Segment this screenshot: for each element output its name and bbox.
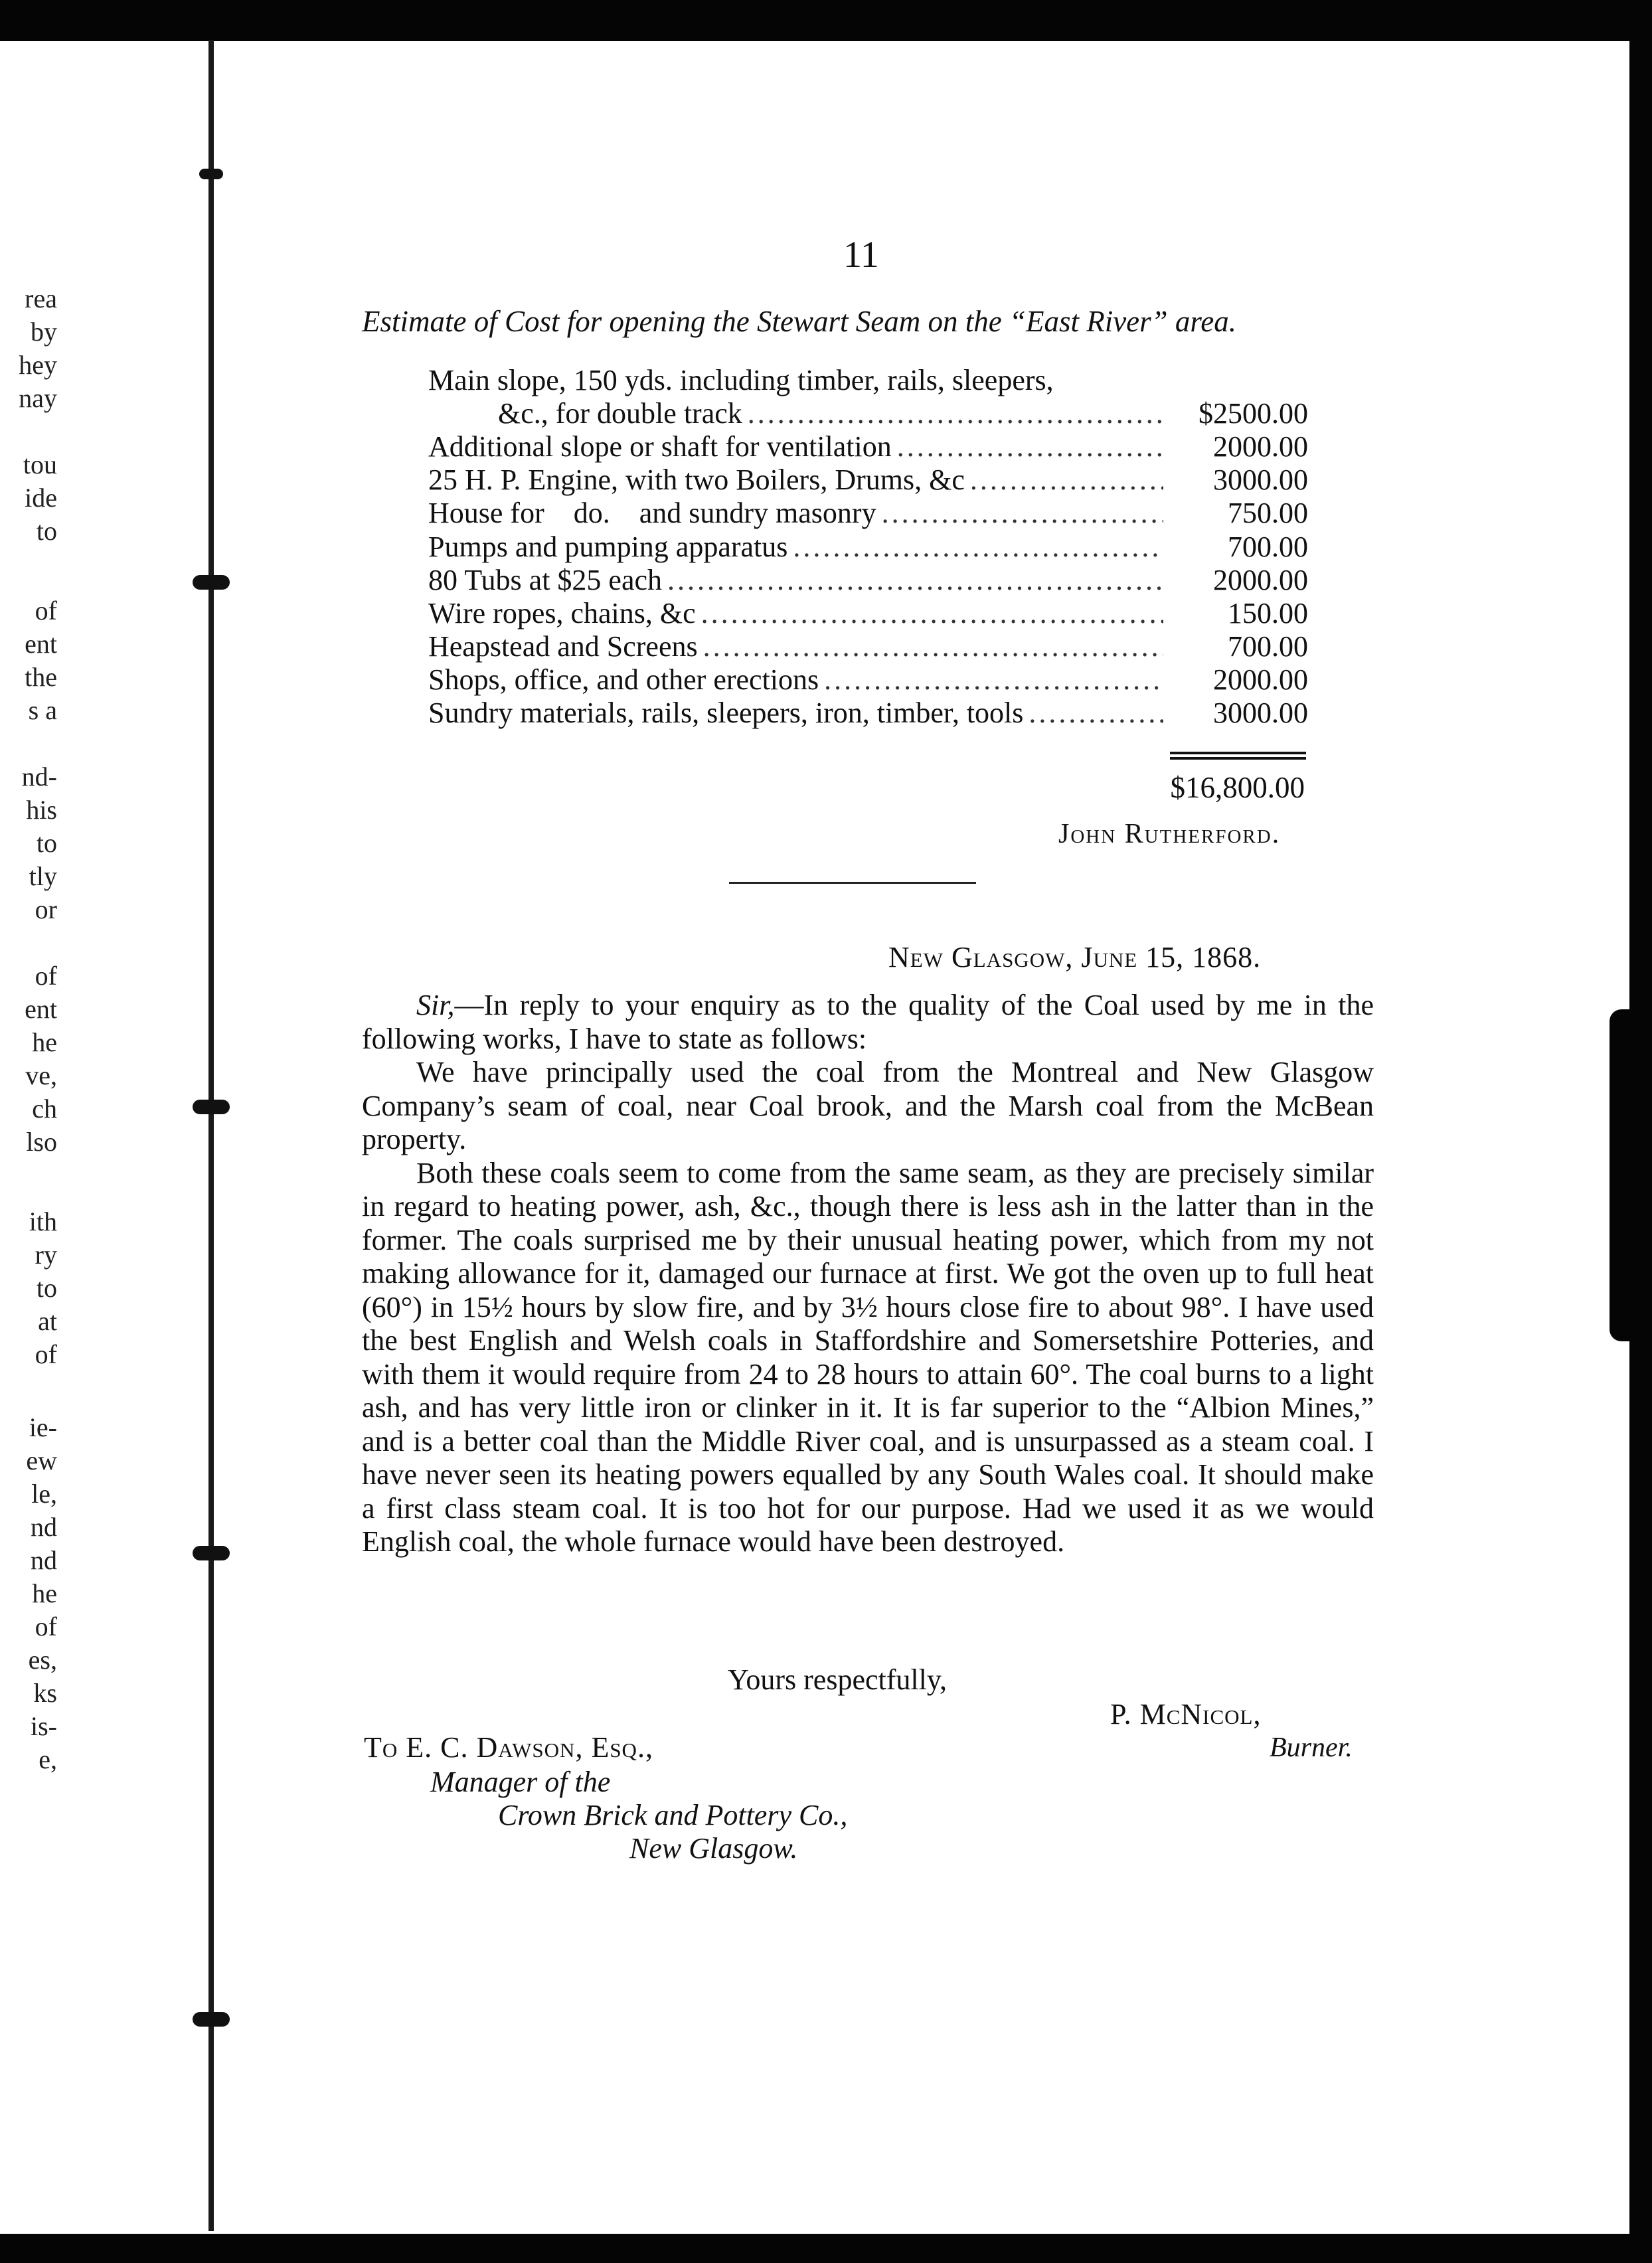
estimate-item-label: Wire ropes, chains, &c [428, 597, 696, 629]
adjacent-page-fragment: nd- [21, 762, 57, 792]
estimate-row [428, 531, 1308, 564]
estimate-row [428, 564, 1308, 597]
addressee-company: Crown Brick and Pottery Co., [498, 1799, 848, 1831]
estimate-item-label: Additional slope or shaft for ventilation [428, 430, 892, 463]
estimate-item-amount: 3000.00 [1213, 697, 1308, 729]
adjacent-page-fragment: es, [28, 1645, 57, 1675]
adjacent-page-fragment: ch [32, 1094, 57, 1124]
adjacent-page-fragment: rea [25, 284, 57, 313]
adjacent-page-fragment: of [35, 596, 57, 626]
estimate-row [498, 397, 1308, 430]
estimate-signer: John Rutherford. [1058, 819, 1281, 849]
estimate-row [428, 497, 1308, 530]
adjacent-page-fragment: he [32, 1027, 57, 1057]
estimate-title: Estimate of Cost for opening the Stewart Seam on the “East River” area. [362, 305, 1236, 338]
adjacent-page-fragment: hey [19, 350, 57, 380]
adjacent-page-fragment: or [35, 894, 57, 924]
adjacent-page-fragment: of [35, 1339, 57, 1369]
letter-signer-role: Burner. [1270, 1732, 1353, 1763]
estimate-item-amount: 2000.00 [1213, 663, 1308, 696]
dot-leader [748, 397, 1163, 430]
estimate-item-amount: 700.00 [1228, 630, 1308, 663]
sum-rule [1170, 757, 1306, 760]
adjacent-page-fragment: his [26, 795, 57, 825]
binding-stitch-line [208, 40, 214, 2231]
estimate-item-amount: 700.00 [1228, 531, 1308, 563]
adjacent-page-fragment: ry [35, 1240, 57, 1270]
scan-border-right-notch [1610, 1009, 1633, 1341]
estimate-item-amount: 2000.00 [1213, 564, 1308, 596]
estimate-row [428, 697, 1308, 730]
estimate-row [428, 663, 1308, 697]
letter-paragraph: Both these coals seem to come from the same seam, as they are precisely similar in regard to heating power, ash, &c., though there is less ash in the latter than in the former. The coals surprised me by their unusual heating power, which from my not making allowance for it, damaged our furnace at first. We got the oven up to full heat (60°) in 15½ hours by slow fire, and by 3½ hours close fire to about 98°. I have used the best English and Welsh coals in Staffordshire and Somersetshire Potteries, and with them it would require from 24 to 28 hours to attain 60°. The coal burns to a light ash, and has very little iron or clinker in it. It is far superior to the “Albion Mines,” and is a better coal than the Middle River coal, and is unsurpassed as a steam coal. I have never seen its heating powers equalled by any South Wales coal. It should make a first class steam coal. It is too hot for our purpose. Had we used it as we would English coal, the whole furnace would have been destroyed. [362, 1156, 1374, 1558]
addressee-place: New Glasgow. [629, 1832, 798, 1865]
estimate-row [428, 597, 1308, 630]
adjacent-page-fragment: ide [25, 483, 57, 513]
estimate-row [428, 463, 1308, 497]
adjacent-page-fragment: of [35, 1612, 57, 1641]
binding-knot [193, 1100, 230, 1114]
adjacent-page-fragment: of [35, 961, 57, 991]
dot-leader [703, 630, 1163, 663]
estimate-item-label: Heapstead and Screens [428, 630, 698, 663]
estimate-item-label: &c., for double track [498, 397, 742, 430]
dot-leader [970, 463, 1163, 497]
estimate-item-label: Sundry materials, rails, sleepers, iron, timber, tools [428, 697, 1024, 729]
binding-knot [199, 169, 223, 179]
estimate-item-label: Shops, office, and other erections [428, 663, 819, 696]
estimate-item-label: 80 Tubs at $25 each [428, 564, 662, 596]
dot-leader [824, 663, 1163, 697]
adjacent-page-fragment: tou [23, 450, 57, 479]
adjacent-page-fragment: is- [31, 1711, 57, 1741]
dot-leader [701, 597, 1163, 630]
estimate-item-amount: 150.00 [1228, 597, 1308, 629]
letter-dateline: New Glasgow, June 15, 1868. [888, 941, 1262, 973]
adjacent-page-fragment: he [32, 1578, 57, 1608]
adjacent-page-fragment: to [36, 1273, 57, 1303]
adjacent-page-fragment: nd [31, 1545, 57, 1575]
section-divider [729, 882, 976, 884]
dot-leader [793, 531, 1163, 564]
letter-signer: P. McNicol, [1110, 1698, 1262, 1730]
adjacent-page-fragment: le, [31, 1479, 57, 1509]
dot-leader [882, 497, 1163, 530]
estimate-item-amount: 2000.00 [1213, 430, 1308, 463]
estimate-item-label: House for do. and sundry masonry [428, 497, 876, 529]
estimate-row [428, 630, 1308, 663]
adjacent-page-fragment: nay [19, 383, 57, 413]
estimate-item-amount: 750.00 [1228, 497, 1308, 529]
estimate-item-label: Pumps and pumping apparatus [428, 531, 788, 563]
adjacent-page-fragment: ith [29, 1207, 57, 1236]
addressee-title: Manager of the [430, 1766, 611, 1798]
dot-leader [897, 430, 1163, 463]
binding-knot [193, 575, 230, 590]
letter-paragraph [362, 989, 1374, 1056]
letter-closing: Yours respectfully, [728, 1663, 947, 1696]
adjacent-page-fragment: nd [31, 1512, 57, 1542]
page-number: 11 [843, 234, 879, 276]
adjacent-page-fragment: lso [26, 1127, 57, 1157]
adjacent-page-fragment: ew [26, 1446, 57, 1475]
adjacent-page-fragment: to [36, 828, 57, 858]
adjacent-page-fragment: e, [39, 1744, 57, 1774]
binding-knot [193, 2012, 230, 2027]
binding-knot [193, 1546, 230, 1560]
adjacent-page-fragment: ent [25, 994, 57, 1024]
sum-rule [1170, 752, 1306, 754]
adjacent-page-fragment: the [25, 662, 57, 692]
letter-paragraph-text: —In reply to your enquiry as to the quality of the Coal used by me in the following works, I have to state as follows: [362, 989, 1374, 1055]
adjacent-page-fragment: ve, [25, 1060, 57, 1090]
adjacent-page-fragment: at [38, 1306, 57, 1336]
adjacent-page-fragment: tly [29, 861, 57, 891]
adjacent-page-fragment: ks [33, 1678, 57, 1708]
adjacent-page-fragment: to [36, 516, 57, 546]
letter-body [362, 989, 1374, 1559]
letter-salutation: Sir, [416, 989, 455, 1021]
dot-leader [667, 564, 1163, 597]
adjacent-page-fragment: ent [25, 629, 57, 659]
estimate-item-amount: $2500.00 [1198, 397, 1308, 430]
adjacent-page-fragment: ie- [29, 1412, 57, 1442]
estimate-first-line: Main slope, 150 yds. including timber, rails, sleepers, [428, 364, 1054, 396]
dot-leader [1029, 697, 1163, 730]
scan-border-bottom [0, 2234, 1652, 2263]
adjacent-page-fragment: by [31, 317, 57, 347]
scan-border-top [0, 0, 1652, 41]
addressee-name: To E. C. Dawson, Esq., [364, 1731, 653, 1764]
estimate-item-amount: 3000.00 [1213, 463, 1308, 496]
estimate-total: $16,800.00 [1170, 771, 1305, 804]
letter-paragraph: We have principally used the coal from the Montreal and New Glasgow Company’s seam of coal, near Coal brook, and the Marsh coal from the McBean property. [362, 1056, 1374, 1155]
estimate-row [428, 430, 1308, 463]
estimate-item-label: 25 H. P. Engine, with two Boilers, Drums, &c [428, 463, 965, 496]
adjacent-page-fragment: s a [28, 695, 57, 725]
